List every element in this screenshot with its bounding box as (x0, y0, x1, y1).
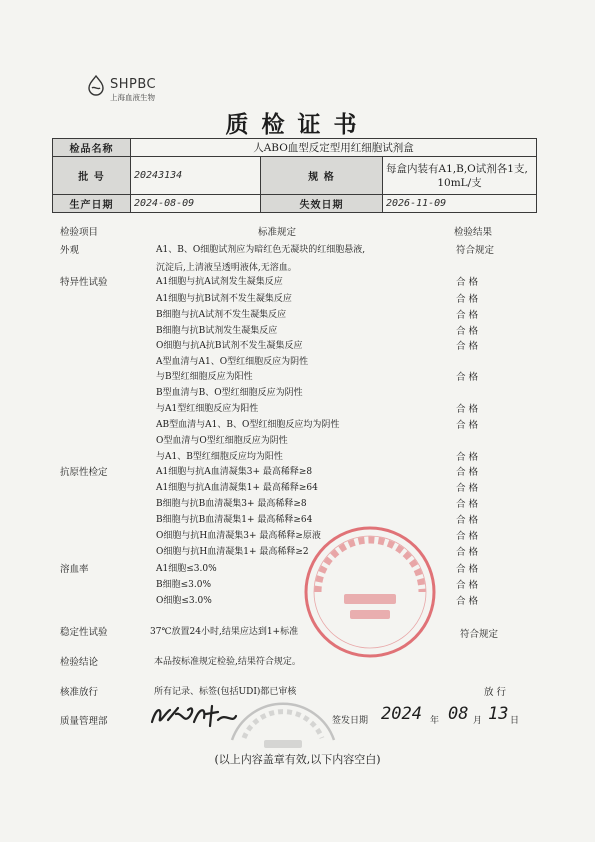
certificate-title: 质检证书 (225, 111, 370, 138)
row-standard: A1、B、O细胞试剂应为暗红色无凝块的红细胞悬液, (156, 245, 366, 255)
release-label: 核准放行 (60, 687, 99, 698)
exp-date-label: 失效日期 (261, 195, 383, 213)
row-standard: 沉淀后,上清液呈透明液体,无溶血。 (156, 263, 297, 273)
row-result: 合 格 (456, 531, 479, 542)
row-standard: B细胞与抗B血清凝集3+ 最高稀释≥8 (156, 499, 307, 509)
batch-label: 批 号 (53, 157, 131, 195)
row-result: 合 格 (456, 310, 479, 321)
product-name-value: 人ABO血型反定型用红细胞试剂盒 (131, 139, 537, 157)
spec-line-2: 10mL/支 (437, 176, 482, 189)
release-result: 放 行 (484, 687, 507, 698)
row-result: 合 格 (456, 483, 479, 494)
row-result: 合 格 (456, 547, 479, 558)
row-result: 合 格 (456, 452, 479, 463)
row-standard: AB型血清与A1、B、O型红细胞反应均为阴性 (156, 420, 340, 430)
batch-value: 20243134 (131, 157, 261, 195)
brand-name: SHPBC (110, 77, 157, 92)
row-result: 合 格 (456, 294, 479, 305)
exp-date-value: 2026-11-09 (383, 195, 537, 213)
validity-note: (以上内容盖章有效,以下内容空白) (214, 753, 381, 766)
row-result: 符合规定 (456, 245, 495, 256)
mfg-date-label: 生产日期 (53, 195, 131, 213)
spec-line-1: 每盒内装有A1,B,O试剂各1支, (386, 162, 528, 175)
row-standard: A1细胞与抗A血清凝集3+ 最高稀释≥8 (156, 467, 313, 477)
row-item-label: 外观 (60, 245, 80, 256)
row-standard: 与B型红细胞反应为阳性 (156, 372, 253, 382)
row-result: 合 格 (456, 596, 479, 607)
column-item-heading: 检验项目 (60, 227, 99, 238)
row-result: 合 格 (456, 564, 479, 575)
row-standard: 与A1、B型红细胞反应均为阳性 (156, 452, 283, 462)
row-standard: A型血清与A1、O型红细胞反应为阴性 (156, 357, 309, 367)
release-text: 所有记录、标签(包括UDI)都已审核 (154, 687, 297, 697)
mfg-date-value: 2024-08-09 (131, 195, 261, 213)
issue-date-label: 签发日期 (332, 716, 369, 726)
row-standard: O型血清与O型红细胞反应为阴性 (156, 436, 288, 446)
row-item-label: 特异性试验 (60, 277, 108, 288)
issue-day: 13 (488, 704, 509, 724)
row-standard: 与A1型红细胞反应为阳性 (156, 404, 259, 414)
row-standard: O细胞与抗H血清凝集3+ 最高稀释≥原液 (156, 531, 321, 541)
row-result: 合 格 (456, 326, 479, 337)
product-name-label: 检品名称 (53, 139, 131, 157)
row-result: 合 格 (456, 467, 479, 478)
issue-year-unit: 年 (430, 716, 440, 726)
issue-year: 2024 (381, 704, 422, 724)
row-result: 合 格 (456, 341, 479, 352)
column-standard-heading: 标准规定 (258, 227, 297, 238)
row-standard: B细胞≤3.0% (156, 580, 212, 590)
spec-value (383, 157, 537, 195)
row-result: 合 格 (456, 277, 479, 288)
row-standard: A1细胞≤3.0% (156, 564, 217, 574)
row-standard: A1细胞与抗A血清凝集1+ 最高稀释≥64 (156, 483, 318, 493)
spec-label: 规 格 (261, 157, 383, 195)
row-standard: B型血清与B、O型红细胞反应为阴性 (156, 388, 303, 398)
issue-day-unit: 日 (510, 716, 520, 726)
row-standard: B细胞与抗B血清凝集1+ 最高稀释≥64 (156, 515, 313, 525)
row-standard: O细胞与抗A抗B试剂不发生凝集反应 (156, 341, 303, 351)
row-item-label: 溶血率 (60, 564, 89, 575)
inspection-report-stamp (300, 522, 440, 662)
brand-subtitle: 上海血液生物 (110, 93, 155, 102)
stability-label: 稳定性试验 (60, 627, 108, 638)
qa-dept-label: 质量管理部 (60, 716, 108, 727)
issue-month: 08 (448, 704, 469, 724)
row-standard: B细胞与抗A试剂不发生凝集反应 (156, 310, 287, 320)
row-result: 合 格 (456, 580, 479, 591)
product-info-table (52, 138, 537, 213)
shpbc-logo-icon (86, 75, 106, 97)
row-standard: A1细胞与抗B试剂不发生凝集反应 (156, 294, 292, 304)
column-result-heading: 检验结果 (454, 227, 493, 238)
row-result: 合 格 (456, 515, 479, 526)
row-result: 合 格 (456, 499, 479, 510)
row-item-label: 抗原性检定 (60, 467, 108, 478)
row-result: 合 格 (456, 420, 479, 431)
stability-result: 符合规定 (460, 629, 499, 640)
row-standard: A1细胞与抗A试剂发生凝集反应 (156, 277, 283, 287)
row-standard: B细胞与抗B试剂发生凝集反应 (156, 326, 278, 336)
row-result: 合 格 (456, 372, 479, 383)
row-result: 合 格 (456, 404, 479, 415)
stability-standard: 37℃放置24小时,结果应达到1+标准 (150, 627, 299, 637)
conclusion-label: 检验结论 (60, 657, 99, 668)
row-standard: O细胞≤3.0% (156, 596, 212, 606)
row-standard: O细胞与抗H血清凝集1+ 最高稀释≥2 (156, 547, 309, 557)
conclusion-text: 本品按标准规定检验,结果符合规定。 (154, 657, 301, 667)
issue-month-unit: 月 (473, 716, 483, 726)
